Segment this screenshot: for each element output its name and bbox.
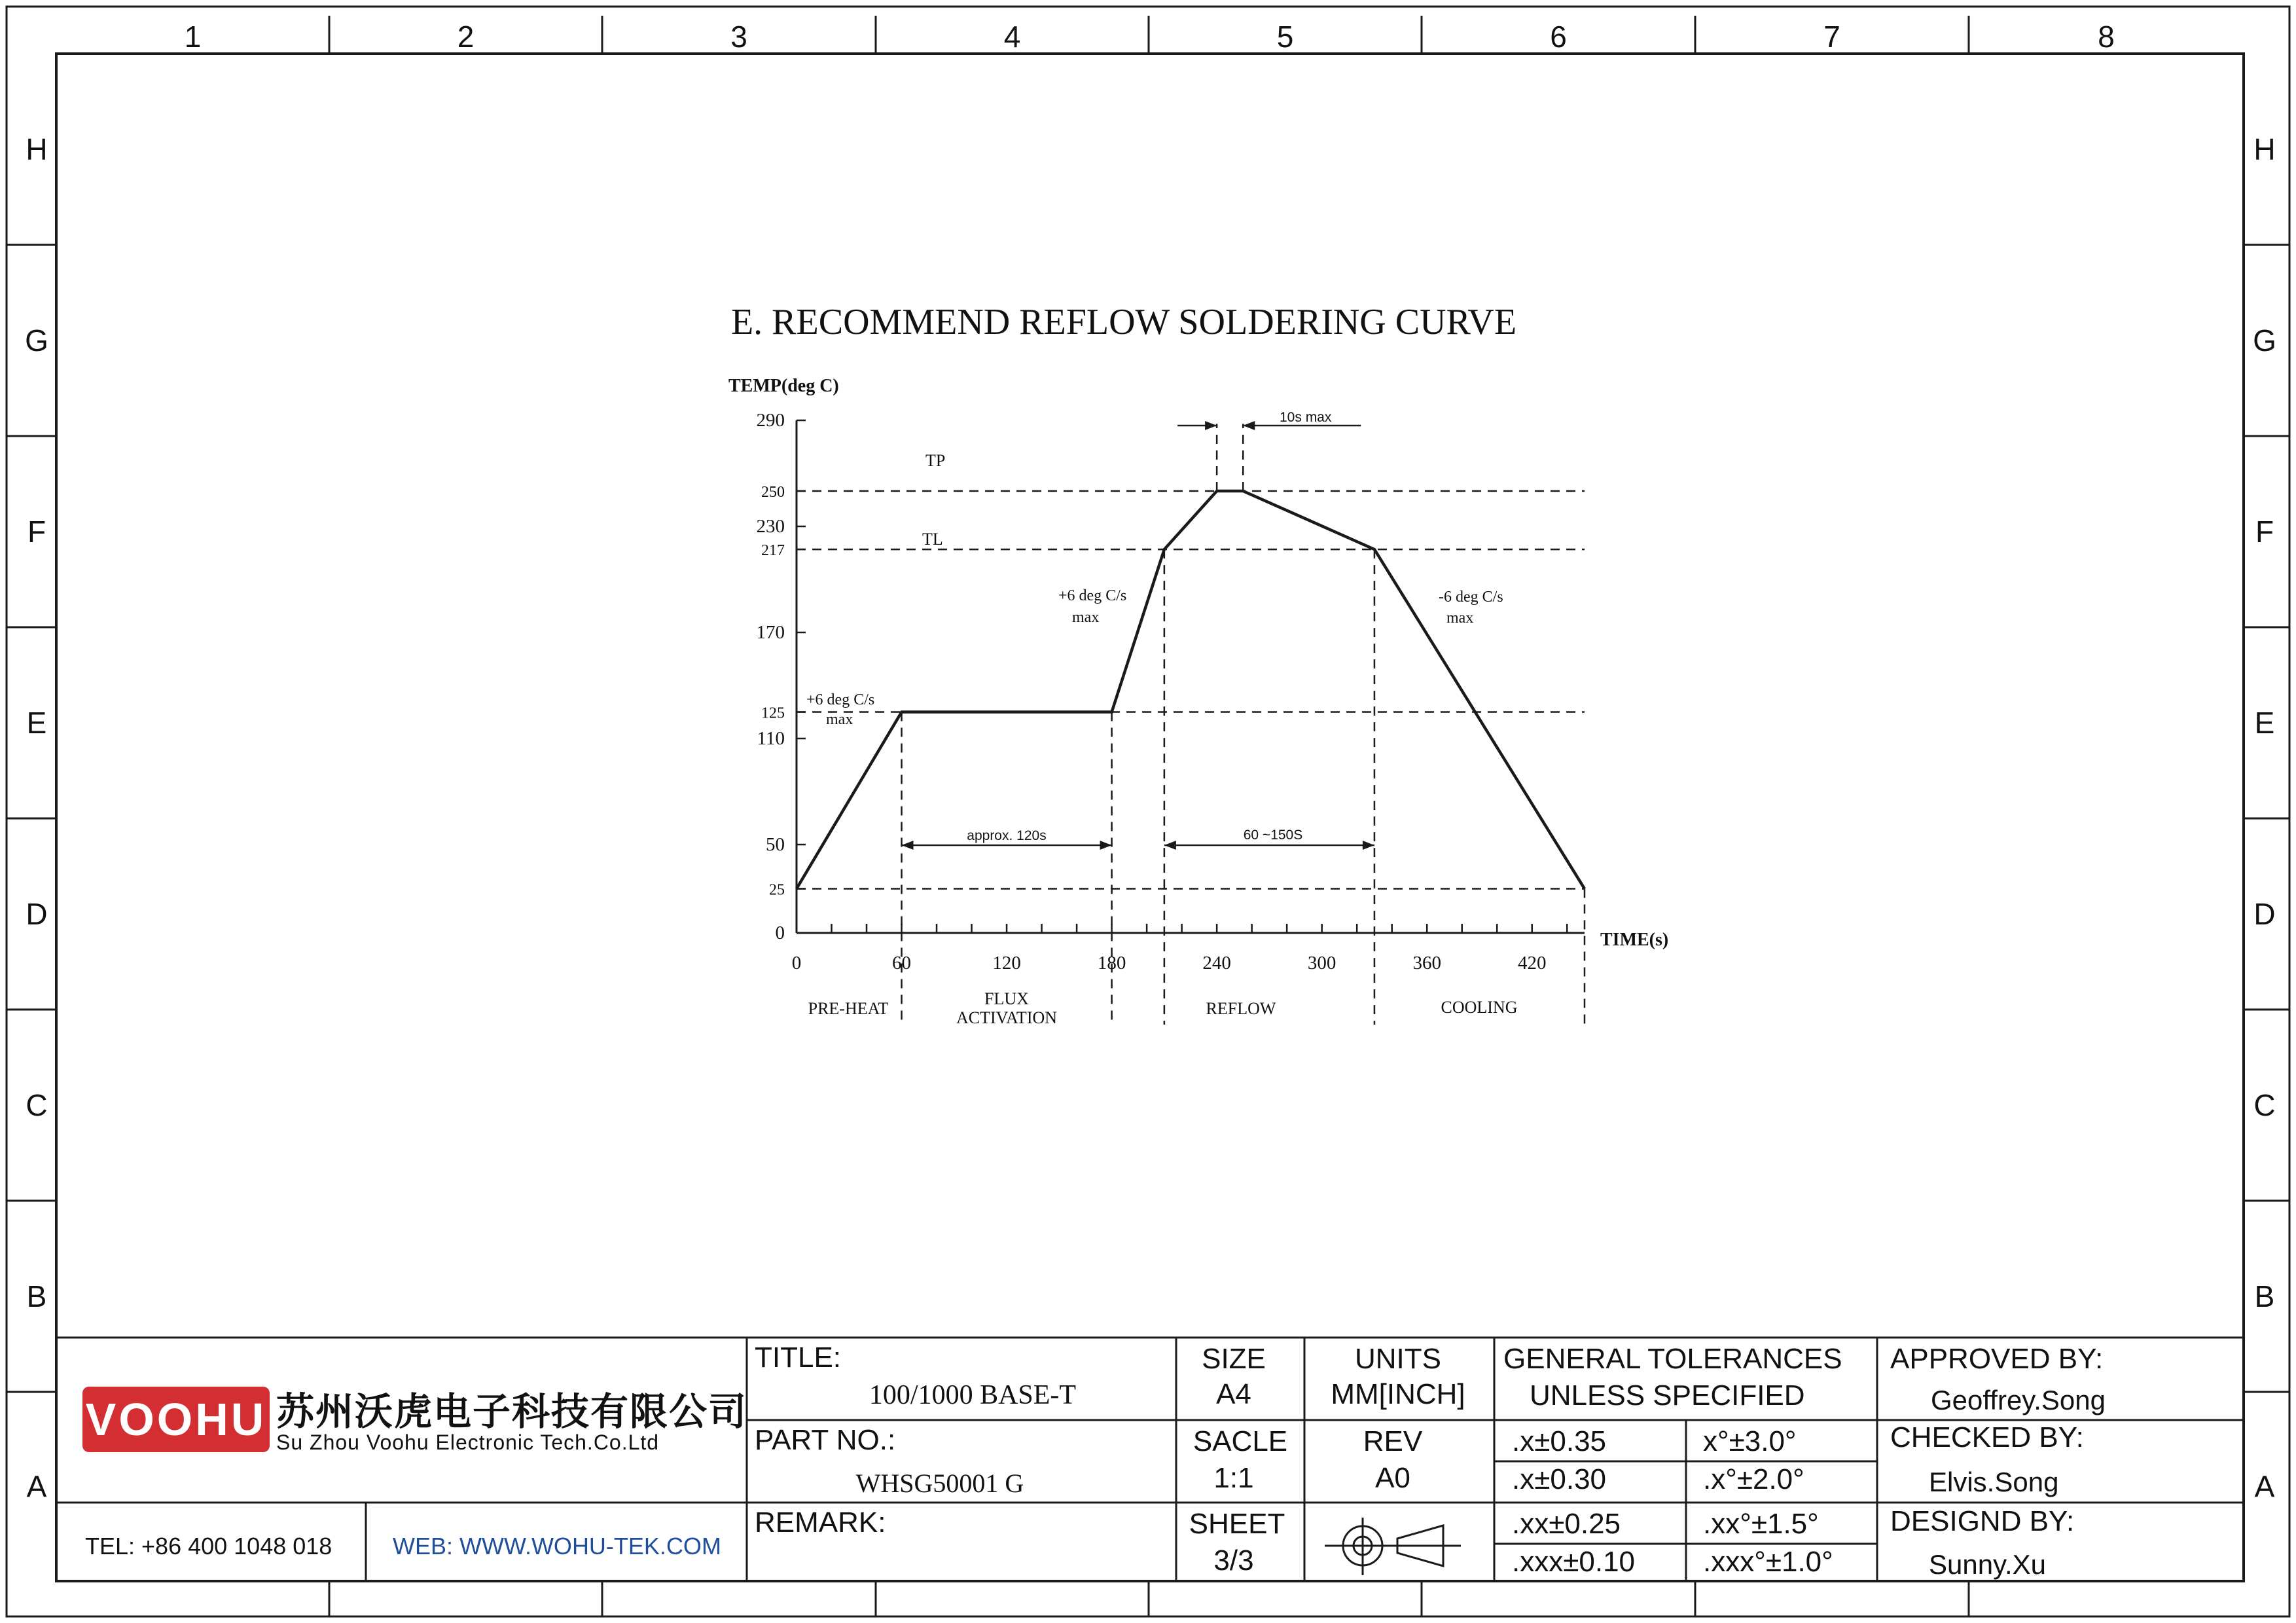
phase-preheat: PRE-HEAT [808,999,889,1018]
row-marker-D: D [2253,897,2276,931]
row-marker-D: D [26,897,48,931]
ramp-up-annotation-2: +6 deg C/s [1058,587,1127,604]
y-tick-label: 125 [761,704,785,722]
y-tick-label: 250 [761,484,785,501]
sheet-label: SHEET [1189,1508,1285,1540]
reflow-duration-label: 60 ~150S [1243,828,1303,843]
column-marker-6: 6 [1550,20,1567,54]
approved-by-value: Geoffrey.Song [1931,1385,2106,1415]
column-marker-3: 3 [730,20,747,54]
phase-cooling: COOLING [1441,998,1518,1017]
ramp-up-annotation-1-max: max [826,711,853,728]
row-marker-A: A [2254,1469,2275,1504]
size-value: A4 [1216,1378,1251,1410]
approved-by-label: APPROVED BY: [1890,1343,2104,1375]
reflow-profile-line [797,491,1585,889]
y-tick-label: 50 [766,834,785,855]
reflow-duration-arrow-arrowhead [1363,841,1374,850]
y-tick-label: 170 [756,622,785,643]
document-heading: E. RECOMMEND REFLOW SOLDERING CURVE [730,302,1517,342]
peak-window-arrowhead [1205,421,1217,430]
column-marker-4: 4 [1003,20,1021,54]
x-tick-label: 360 [1412,953,1441,974]
y-axis-label: TEMP(deg C) [728,376,839,396]
scale-value: 1:1 [1213,1462,1254,1494]
chart-series [797,491,1585,889]
x-tick-label: 180 [1097,953,1126,974]
designed-by-label: DESIGND BY: [1890,1505,2075,1537]
ramp-up-annotation-1: +6 deg C/s [806,691,875,708]
x-tick-label: 300 [1307,953,1336,974]
projection-symbol-icon [1325,1518,1461,1575]
reflow-duration-arrow-arrowhead [1164,841,1176,850]
rev-label: REV [1363,1425,1423,1457]
part-no-label: PART NO.: [755,1424,896,1456]
tolerance-header-2: UNLESS SPECIFIED [1530,1379,1805,1412]
tolerance-angle-4: .xxx°±1.0° [1703,1546,1833,1578]
x-tick-label: 420 [1517,953,1547,974]
row-marker-G: G [2253,323,2276,357]
ramp-down-annotation: -6 deg C/s [1439,589,1503,606]
row-marker-H: H [26,132,48,166]
chart-reference-lines [797,424,1585,1025]
tolerance-linear-3: .xx±0.25 [1512,1508,1621,1540]
preheat-duration-arrow-arrowhead [1100,841,1112,850]
sheet-value: 3/3 [1213,1544,1254,1577]
y-tick-label: 230 [756,516,785,537]
reflow-chart [728,376,1668,1027]
company-name-en: Su Zhou Voohu Electronic Tech.Co.Ltd [276,1431,660,1454]
chart-axes [797,420,1585,933]
part-no-value: WHSG50001 G [855,1468,1024,1498]
row-marker-F: F [2255,515,2274,549]
size-label: SIZE [1202,1343,1266,1375]
x-tick-label: 0 [791,953,802,974]
designed-by-value: Sunny.Xu [1929,1549,2047,1580]
ramp-down-annotation-max: max [1446,610,1474,627]
phase-reflow: REFLOW [1206,999,1276,1018]
title-label: TITLE: [755,1341,842,1374]
remark-label: REMARK: [755,1506,886,1539]
preheat-duration-label: approx. 120s [967,828,1047,843]
tp-label: TP [925,451,946,470]
column-marker-5: 5 [1276,20,1294,54]
tl-label: TL [922,530,943,549]
tolerance-angle-1: x°±3.0° [1703,1425,1797,1457]
units-label: UNITS [1355,1343,1441,1375]
y-tick-label: 110 [757,728,785,749]
row-marker-E: E [26,706,47,740]
checked-by-value: Elvis.Song [1929,1467,2059,1497]
row-marker-A: A [26,1469,47,1504]
tel-text: TEL: +86 400 1048 018 [85,1533,332,1559]
company-name-cn: 苏州沃虎电子科技有限公司 [276,1391,748,1433]
row-marker-C: C [2253,1088,2276,1122]
y-tick-label: 217 [761,542,785,560]
scale-label: SACLE [1193,1425,1288,1457]
preheat-duration-arrow-arrowhead [902,841,914,850]
row-marker-B: B [2254,1279,2275,1313]
tolerance-header-1: GENERAL TOLERANCES [1503,1343,1842,1375]
title-value: 100/1000 BASE-T [869,1380,1077,1410]
checked-by-label: CHECKED BY: [1890,1421,2084,1453]
row-marker-B: B [26,1279,47,1313]
zone-markers [7,16,2289,1616]
logo-text: VOOHU [85,1394,267,1445]
rev-value: A0 [1375,1462,1410,1494]
y-tick-label: 0 [775,922,785,943]
tolerance-linear-1: .x±0.35 [1512,1425,1607,1457]
tolerance-linear-2: .x±0.30 [1512,1463,1607,1495]
web-link[interactable]: WEB: WWW.WOHU-TEK.COM [393,1533,721,1559]
x-tick-label: 60 [892,953,912,974]
row-marker-E: E [2254,706,2275,740]
phase-activation: ACTIVATION [956,1008,1058,1027]
y-tick-label: 290 [756,410,785,431]
tolerance-angle-3: .xx°±1.5° [1703,1508,1819,1540]
column-marker-7: 7 [1823,20,1840,54]
tolerance-angle-2: .x°±2.0° [1703,1463,1804,1495]
units-value: MM[INCH] [1331,1378,1465,1410]
ramp-up-annotation-2-max: max [1072,609,1100,626]
tolerance-linear-4: .xxx±0.10 [1512,1546,1636,1578]
x-tick-label: 240 [1202,953,1231,974]
y-tick-label: 25 [769,881,785,899]
row-marker-G: G [25,323,48,357]
column-marker-1: 1 [184,20,202,54]
column-marker-2: 2 [457,20,475,54]
peak-window-arrowhead [1243,421,1255,430]
column-marker-8: 8 [2098,20,2115,54]
row-marker-F: F [27,515,46,549]
peak-duration-label: 10s max [1280,410,1332,425]
phase-flux: FLUX [984,989,1029,1008]
row-marker-C: C [26,1088,48,1122]
x-axis-label: TIME(s) [1600,930,1669,950]
row-marker-H: H [2253,132,2276,166]
outer-frame [7,7,2289,1616]
x-tick-label: 120 [992,953,1021,974]
